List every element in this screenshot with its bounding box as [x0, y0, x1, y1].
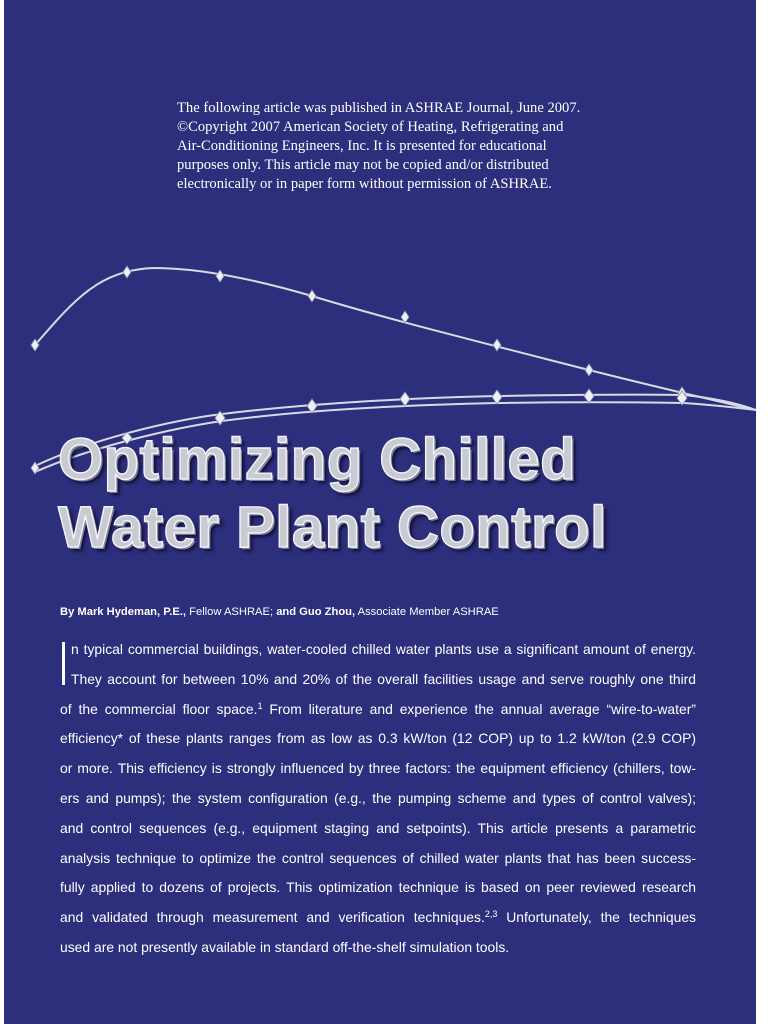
article-body [60, 635, 696, 963]
body-line [60, 903, 696, 933]
upper-curve [35, 268, 756, 410]
article-title [58, 426, 607, 562]
notice-line: ©Copyright 2007 American Society of Heating, Refrigerating and [177, 119, 564, 135]
article-page [4, 0, 756, 1024]
curve-marker [216, 270, 224, 282]
footnote-ref: 2,3 [484, 909, 498, 920]
author-1: By Mark Hydeman, P.E., [60, 606, 187, 618]
curve-marker [123, 266, 131, 278]
title-line-2: Water Plant Control [58, 495, 607, 560]
body-line [60, 665, 696, 695]
curve-marker [585, 364, 593, 376]
body-text-run: Unfortunately, the techniques [497, 909, 696, 926]
author-1-role: Fellow ASHRAE; [189, 606, 274, 618]
notice-line: purposes only. This article may not be copied and/or distributed [177, 157, 549, 173]
curve-marker [492, 390, 502, 404]
body-line: efficiency* of these plants ranges from as low as 0.3 kW/ton (12 COP) up to 1.2 kW/ton (2.9 COP) [60, 730, 696, 747]
body-text-run: and validated through measurement and verification techniques. [60, 909, 485, 926]
body-line-text: n typical commercial buildings, water-cooled chilled water plants use a significant amount of energy. [71, 641, 696, 657]
footnote-ref: 1 [257, 700, 263, 711]
body-line-text: They account for between 10% and 20% of the overall facilities usage and serve roughly one third [71, 670, 696, 687]
body-line: fully applied to dozens of projects. This optimization technique is based on peer reviewed research [60, 879, 696, 896]
body-line: analysis technique to optimize the control sequences of chilled water plants that has been success- [60, 849, 696, 866]
notice-line: The following article was published in ASHRAE Journal, June 2007. [177, 100, 581, 116]
curve-marker [493, 339, 501, 351]
curve-marker [308, 290, 316, 302]
byline-connector: and Guo Zhou, [276, 606, 356, 618]
body-text-run: of the commercial floor space. [60, 700, 258, 717]
body-line: used are not presently available in standard off-the-shelf simulation tools. [60, 938, 510, 955]
title-line-1: Optimizing Chilled [58, 427, 577, 492]
body-line [60, 635, 696, 665]
notice-line: electronically or in paper form without permission of ASHRAE. [177, 176, 552, 192]
body-text-run: From literature and experience the annual average “wire-to-water” [262, 700, 696, 717]
body-line: and control sequences (e.g., equipment staging and setpoints). This article presents a parametric [60, 819, 696, 836]
body-line: or more. This efficiency is strongly influenced by three factors: the equipment efficiency (chillers, tow- [60, 760, 696, 777]
notice-line: Air-Conditioning Engineers, Inc. It is presented for educational [177, 138, 547, 154]
body-line [60, 695, 696, 725]
body-line: ers and pumps); the system configuration (e.g., the pumping scheme and types of control valves); [60, 789, 696, 806]
curve-marker [400, 392, 410, 406]
byline [60, 606, 499, 618]
curve-marker [584, 389, 594, 403]
author-2-role: Associate Member ASHRAE [357, 606, 499, 618]
